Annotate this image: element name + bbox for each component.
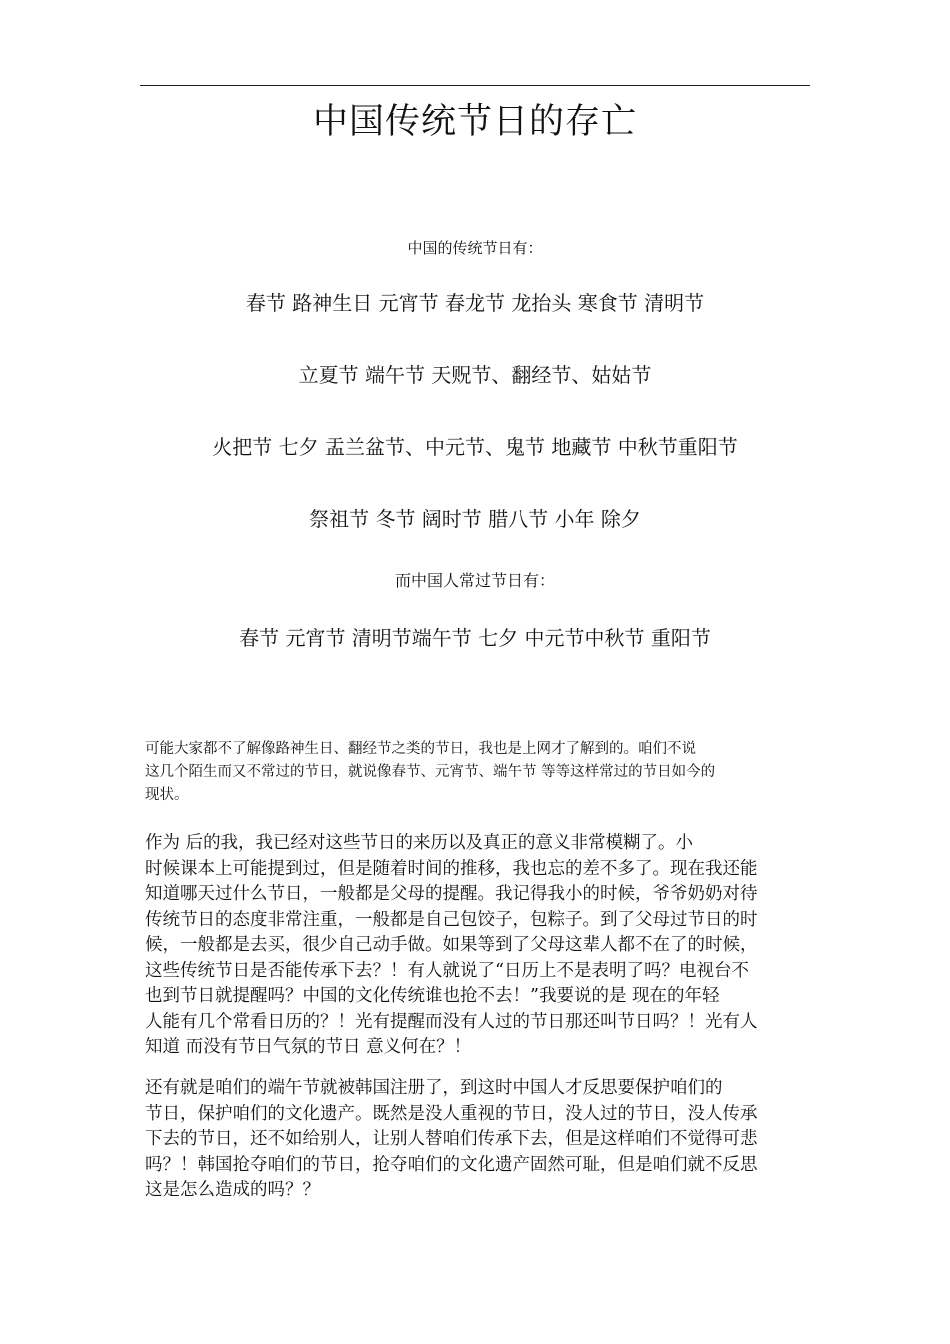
paragraph-2-line: 候，一般都是去买，很少自己动手做。如果等到了父母这辈人都不在了的时候， — [145, 935, 758, 955]
paragraph-3-line: 还有就是咱们的端午节就被韩国注册了，到这时中国人才反思要保护咱们的 — [145, 1078, 723, 1098]
document-title: 中国传统节日的存亡 — [312, 102, 637, 142]
festival-line-2: 立夏节 端午节 天贶节、翻经节、姑姑节 — [298, 363, 652, 387]
festival-line-1: 春节 路神生日 元宵节 春龙节 龙抬头 寒食节 清明节 — [245, 291, 705, 315]
paragraph-2-line: 这些传统节日是否能传承下去？！有人就说了“日历上不是表明了吗？电视台不 — [145, 960, 749, 981]
common-festival-line: 春节 元宵节 清明节端午节 七夕 中元节中秋节 重阳节 — [239, 626, 711, 650]
paragraph-3-line: 这是怎么造成的吗？？ — [145, 1180, 320, 1200]
paragraph-2-line: 人能有几个常看日历的？！光有提醒而没有人过的节日那还叫节日吗？！光有人 — [145, 1011, 758, 1032]
paragraph-3-line: 下去的节日，还不如给别人，让别人替咱们传承下去，但是这样咱们不觉得可悲 — [145, 1129, 758, 1149]
paragraph-2-line: 传统节日的态度非常注重，一般都是自己包饺子，包粽子。到了父母过节日的时 — [145, 909, 758, 930]
festival-line-4: 祭祖节 冬节 阔时节 腊八节 小年 除夕 — [309, 507, 641, 531]
paragraph-1-line: 现状。 — [145, 787, 189, 803]
paragraph-3-line: 吗？！韩国抢夺咱们的节日，抢夺咱们的文化遗产固然可耻，但是咱们就不反思 — [145, 1154, 758, 1175]
paragraph-3 — [145, 1076, 810, 1204]
paragraph-1-line: 可能大家都不了解像路神生日、翻经节之类的节日，我也是上网才了解到的。咱们不说 — [145, 741, 696, 757]
header-rule — [140, 85, 810, 86]
paragraph-2-line: 时候课本上可能提到过，但是随着时间的推移，我也忘的差不多了。现在我还能 — [145, 858, 758, 879]
paragraph-3-line: 节日，保护咱们的文化遗产。既然是没人重视的节日，没人过的节日，没人传承 — [145, 1103, 758, 1124]
paragraph-2-line: 知道 而没有节日气氛的节日 意义何在？！ — [145, 1037, 472, 1057]
intro-label: 中国的传统节日有： — [407, 239, 543, 257]
paragraph-2 — [145, 831, 810, 1061]
paragraph-2-line: 知道哪天过什么节日，一般都是父母的提醒。我记得我小的时候，爷爷奶奶对待 — [145, 884, 758, 904]
paragraph-2-line: 作为 后的我，我已经对这些节日的来历以及真正的意义非常模糊了。小 — [145, 833, 694, 853]
festival-line-3: 火把节 七夕 盂兰盆节、中元节、鬼节 地藏节 中秋节重阳节 — [212, 435, 738, 459]
paragraph-1 — [145, 738, 810, 807]
paragraph-1-line: 这几个陌生而又不常过的节日，就说像春节、元宵节、端午节 等等这样常过的节日如今的 — [145, 764, 716, 780]
common-label: 而中国人常过节日有： — [394, 571, 555, 590]
paragraph-2-line: 也到节日就提醒吗？中国的文化传统谁也抢不去！”我要说的是 现在的年轻 — [145, 986, 720, 1006]
